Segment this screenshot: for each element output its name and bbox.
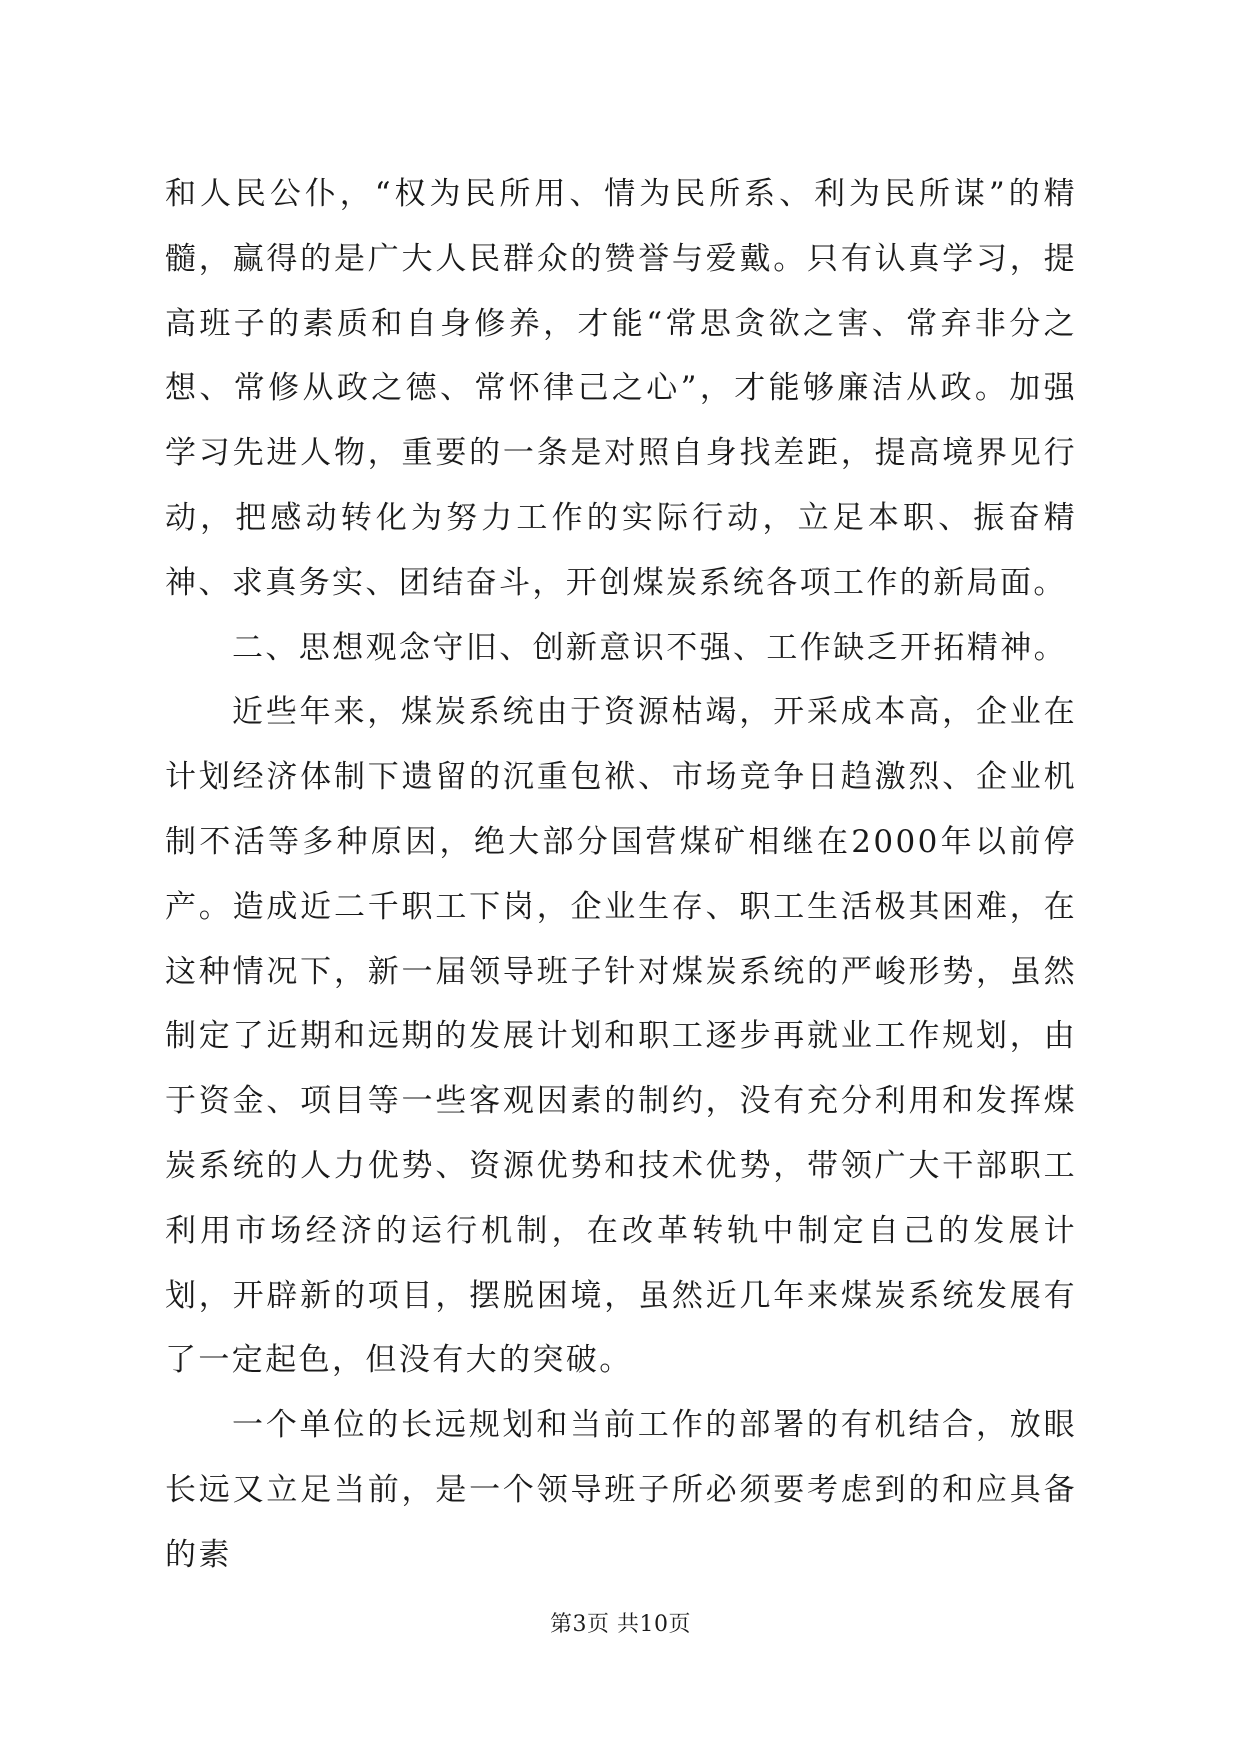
paragraph-continuation: 和人民公仆，“权为民所用、情为民所系、利为民所谋”的精髓，赢得的是广大人民群众的赞誉与爱戴。只有认真学习，提高班子的素质和自身修养，才能“常思贪欲之害、常弃非分之想、常修从政之德、常怀律己之心”，才能够廉洁从政。加强学习先进人物，重要的一条是对照自身找差距，提高境界见行动，把感动转化为努力工作的实际行动，立足本职、振奋精神、求真务实、团结奋斗，开创煤炭系统各项工作的新局面。 xyxy=(165,176,1077,601)
page-number-footer: 第3页 共10页 xyxy=(550,1612,691,1637)
paragraph: 近些年来，煤炭系统由于资源枯竭，开采成本高，企业在计划经济体制下遗留的沉重包袱、市场竞争日趋激烈、企业机制不活等多种原因，绝大部分国营煤矿相继在2000年以前停产。造成近二千职工下岗，企业生存、职工生活极其困难，在这种情况下，新一届领导班子针对煤炭系统的严峻形势，虽然制定了近期和远期的发展计划和职工逐步再就业工作规划，由于资金、项目等一些客观因素的制约，没有充分利用和发挥煤炭系统的人力优势、资源优势和技术优势，带领广大干部职工利用市场经济的运行机制，在改革转轨中制定自己的发展计划，开辟新的项目，摆脱困境，虽然近几年来煤炭系统发展有了一定起色，但没有大的突破。 xyxy=(165,694,1077,1379)
section-heading: 二、思想观念守旧、创新意识不强、工作缺乏开拓精神。 xyxy=(232,629,1067,666)
paragraph: 一个单位的长远规划和当前工作的部署的有机结合，放眼长远又立足当前，是一个领导班子所必须要考虑到的和应具备的素 xyxy=(165,1407,1077,1573)
body-text xyxy=(165,162,1077,1588)
